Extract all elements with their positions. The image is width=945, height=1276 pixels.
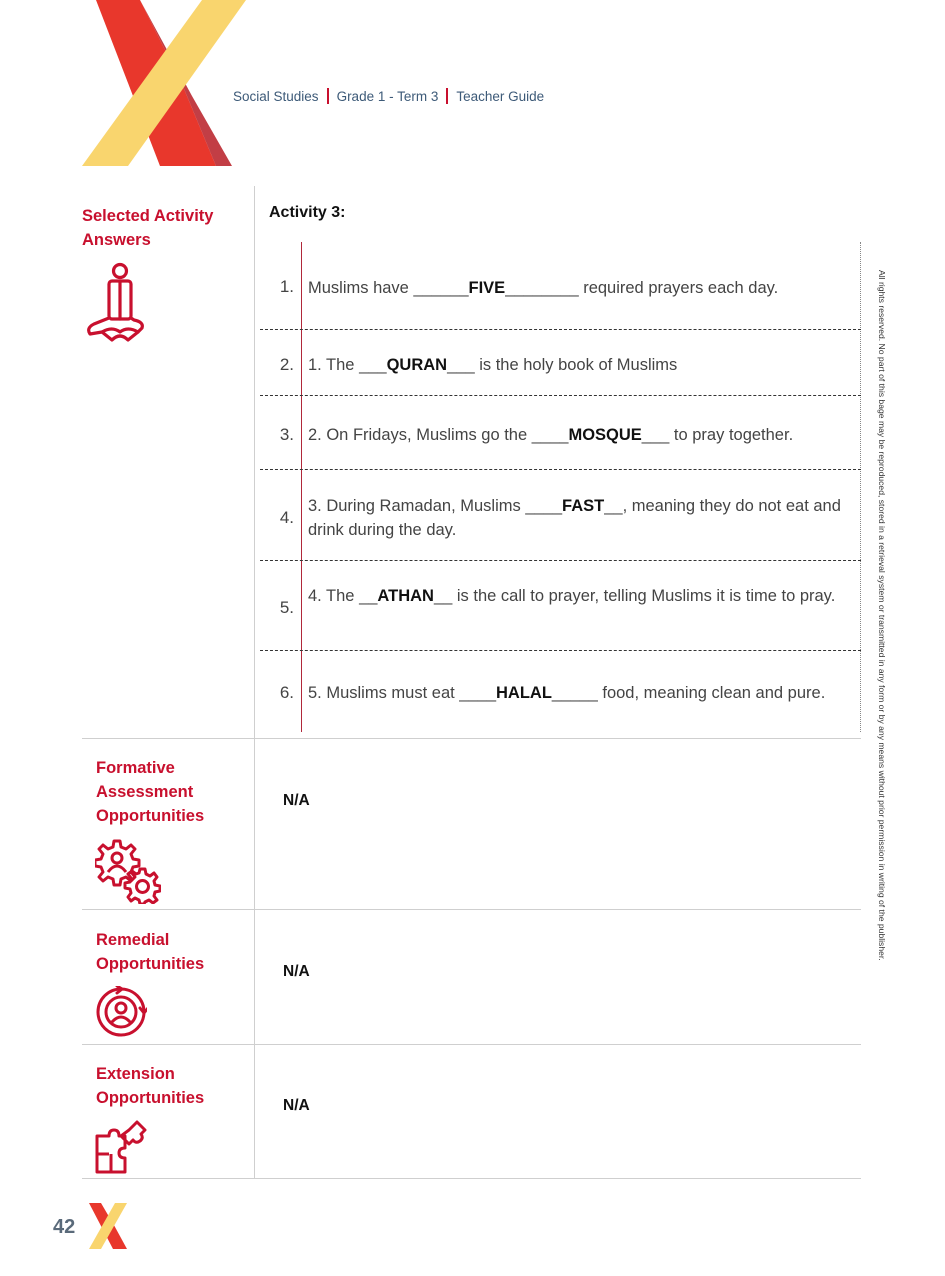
text-before: 3. During Ramadan, Muslims ____: [308, 497, 563, 515]
answer-word: FIVE: [468, 279, 506, 297]
footer-logo: [87, 1203, 129, 1249]
title-line: Opportunities: [96, 807, 205, 825]
item-number: 5.: [279, 598, 294, 617]
gears-icon: [95, 838, 161, 904]
dashed-separator: [260, 469, 861, 470]
title-line: Opportunities: [96, 1089, 205, 1107]
breadcrumb-separator: [327, 88, 329, 104]
title-line: Formative: [96, 759, 175, 777]
text-after: __ is the call to prayer, telling Muslims it is time to pray.: [433, 587, 836, 605]
text-before: 1. The ___: [308, 356, 387, 374]
remedial-section-title: [96, 928, 204, 976]
dashed-separator: [260, 650, 861, 651]
title-line: Remedial: [96, 931, 170, 949]
breadcrumb-guide: Teacher Guide: [456, 88, 545, 104]
breadcrumb: [233, 88, 544, 104]
remedial-value: N/A: [283, 963, 310, 980]
dashed-separator: [260, 560, 861, 561]
text-after: ___ is the holy book of Muslims: [447, 356, 678, 374]
answer-word: MOSQUE: [568, 426, 642, 444]
person-cycle-icon: [95, 986, 147, 1038]
text-after: ________ required prayers each day.: [505, 279, 779, 297]
page-number: 42: [53, 1216, 76, 1238]
item-text: [308, 353, 858, 377]
item-text: [308, 494, 858, 542]
text-before: 4. The __: [308, 587, 378, 605]
dashed-separator: [260, 329, 861, 330]
item-number: 3.: [279, 425, 294, 444]
item-number: 1.: [279, 277, 294, 296]
brand-logo: [82, 0, 252, 166]
item-number: 2.: [279, 355, 294, 374]
answer-word: HALAL: [496, 684, 552, 702]
item-text: [308, 276, 858, 300]
text-before: Muslims have ______: [308, 279, 469, 297]
column-divider: [254, 186, 255, 1178]
activity-title: Activity 3:: [269, 204, 346, 221]
row-divider: [82, 909, 861, 910]
title-line: Selected Activity: [82, 207, 214, 225]
extension-section-title: [96, 1062, 204, 1110]
title-line: Answers: [82, 231, 151, 249]
item-number: 4.: [279, 508, 294, 527]
answer-word: FAST: [562, 497, 605, 515]
answer-word: QURAN: [386, 356, 448, 374]
answer-word: ATHAN: [377, 587, 434, 605]
breadcrumb-grade-term: Grade 1 - Term 3: [336, 88, 439, 104]
text-before: 2. On Fridays, Muslims go the ____: [308, 426, 569, 444]
text-after: ___ to pray together.: [641, 426, 794, 444]
text-after: __, meaning they do not eat and drink during the day.: [308, 497, 841, 539]
row-divider: [82, 1178, 861, 1179]
title-line: Extension: [96, 1065, 175, 1083]
row-divider: [82, 1044, 861, 1045]
answers-section-title: [82, 204, 213, 252]
dashed-separator: [260, 395, 861, 396]
item-text: [308, 681, 858, 705]
dotted-border: [860, 242, 861, 732]
text-after: _____ food, meaning clean and pure.: [551, 684, 826, 702]
breadcrumb-subject: Social Studies: [233, 88, 319, 104]
margin-line: [301, 242, 302, 732]
item-text: [308, 584, 858, 608]
praying-person-icon: [82, 262, 146, 344]
row-divider: [82, 738, 861, 739]
breadcrumb-separator: [446, 88, 448, 104]
copyright-note: All rights reserved. No part of this bage may be reproduced, stored in a retrieval system or transmitted in any form or by any means without prior permission in writing of the publisher.: [877, 270, 887, 961]
item-text: [308, 423, 858, 447]
text-before: 5. Muslims must eat ____: [308, 684, 496, 702]
puzzle-icon: [95, 1120, 147, 1174]
item-number: 6.: [279, 683, 294, 702]
formative-section-title: [96, 756, 204, 828]
formative-value: N/A: [283, 792, 310, 809]
title-line: Assessment: [96, 783, 194, 801]
extension-value: N/A: [283, 1097, 310, 1114]
title-line: Opportunities: [96, 955, 205, 973]
